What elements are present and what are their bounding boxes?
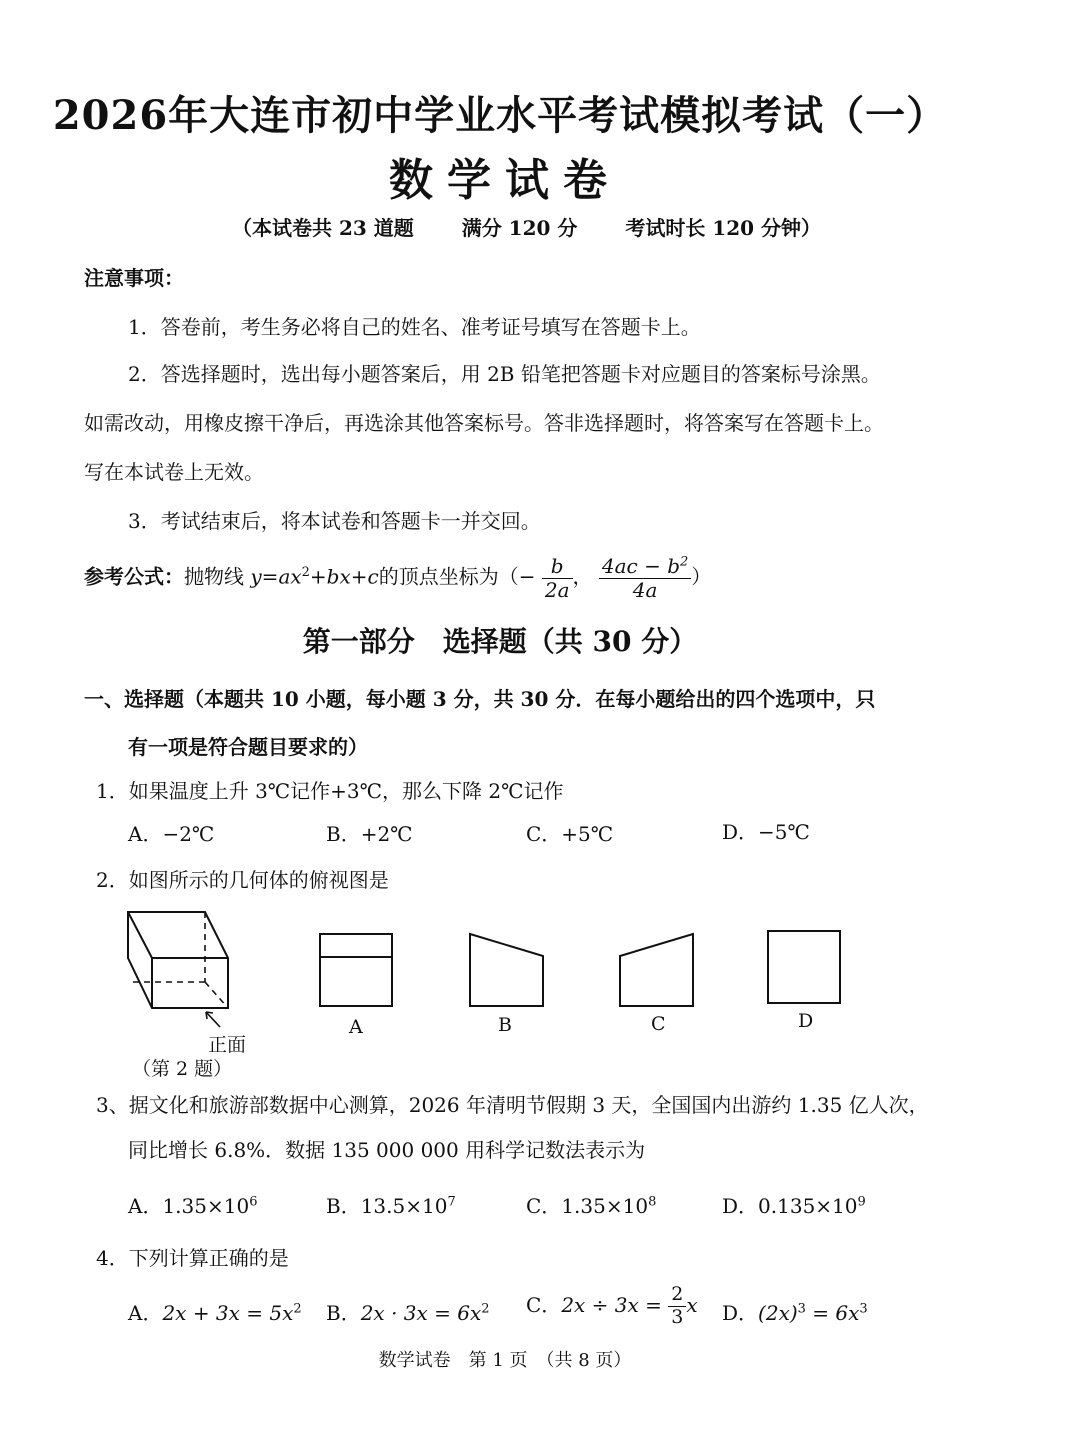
section1-instructions-cont: 有一项是符合题目要求的） [128, 735, 368, 759]
section1-instructions: 一、选择题（本题共 10 小题，每小题 3 分，共 30 分．在每小题给出的四个选项中，只 [84, 687, 876, 711]
front-arrow [206, 1012, 220, 1027]
option-label: B． [326, 1301, 361, 1325]
option-fraction [668, 1284, 686, 1329]
option-expression: (2x) [758, 1301, 798, 1325]
notice-item-2: 2．答选择题时，选出每小题答案后，用 2B 铅笔把答题卡对应题目的答案标号涂黑。 [128, 362, 881, 386]
q3-option-a [128, 1190, 257, 1219]
subject-title: 数学试卷 [389, 155, 621, 206]
notice-heading: 注意事项： [84, 266, 184, 290]
q4-option-c [526, 1284, 698, 1329]
option-exponent: 6 [249, 1194, 258, 1210]
q1-stem: 1．如果温度上升 3℃记作+3℃，那么下降 2℃记作 [96, 779, 564, 803]
q4-option-a [128, 1297, 302, 1326]
option-exponent: 7 [447, 1194, 456, 1210]
option-a-shape [320, 934, 392, 1006]
option-d-label: D [798, 1010, 814, 1032]
option-b-label: B [498, 1014, 512, 1036]
option-value: 13.5×10 [360, 1194, 448, 1218]
formula-vertex-text: 的顶点坐标为（− [378, 564, 536, 589]
option-c-shape [620, 934, 693, 1006]
duration: 考试时长 120 分钟） [625, 216, 822, 240]
q1-option-d: D．−5℃ [722, 820, 810, 844]
exam-title: 2026年大连市初中学业水平考试模拟考试（一） [52, 92, 948, 139]
full-score: 满分 120 分 [461, 216, 578, 240]
option-d-shape [768, 931, 840, 1003]
q1-option-c: C．+5℃ [526, 822, 614, 846]
formula-y: y [250, 564, 262, 589]
option-label: D． [722, 1301, 759, 1325]
q4-stem: 4．下列计算正确的是 [96, 1246, 289, 1270]
option-value: 0.135×10 [758, 1194, 858, 1218]
q2-caption: （第 2 题） [132, 1058, 233, 1080]
formula-label: 参考公式： [84, 564, 184, 589]
option-expression: 2x · 3x = 6x [360, 1301, 482, 1325]
notice-item-2-cont: 如需改动，用橡皮擦干净后，再选涂其他答案标号。答非选择题时，将答案写在答题卡上。 [84, 411, 884, 435]
q3-stem-cont: 同比增长 6.8%．数据 135 000 000 用科学记数法表示为 [128, 1138, 646, 1162]
page-footer: 数学试卷 第 1 页 （共 8 页） [378, 1350, 632, 1371]
option-a-label: A [349, 1016, 363, 1038]
option-b-shape [470, 934, 543, 1006]
fraction-numerator: 2 [668, 1284, 686, 1307]
option-exponent-rhs: 3 [859, 1301, 868, 1317]
option-exponent: 2 [293, 1301, 302, 1317]
formula-eq: = [261, 564, 279, 589]
front-face-label: 正面 [208, 1034, 247, 1056]
notice-item-1: 1．答卷前，考生务必将自己的姓名、准考证号填写在答题卡上。 [128, 315, 701, 339]
q3-stem: 3、据文化和旅游部数据中心测算，2026 年清明节假期 3 天，全国国内出游约 1.35 亿人次， [96, 1093, 929, 1117]
option-variable: x [686, 1292, 698, 1317]
option-label: B． [326, 1194, 361, 1218]
fraction-denominator: 4a [632, 577, 658, 602]
q2-stem: 2．如图所示的几何体的俯视图是 [96, 868, 389, 892]
option-exponent: 9 [857, 1194, 866, 1210]
fraction-numerator: b [542, 555, 573, 579]
option-exponent: 8 [648, 1194, 657, 1210]
option-exponent: 3 [797, 1301, 806, 1317]
notice-item-2-end: 写在本试卷上无效。 [84, 460, 264, 484]
fraction-numerator-exp: 2 [680, 554, 689, 569]
q1-option-b: B．+2℃ [326, 822, 413, 846]
fraction-denominator: 2a [544, 577, 570, 602]
formula-square: 2 [301, 565, 310, 580]
option-label: A． [128, 1301, 163, 1325]
formula-rest: +bx+c [309, 564, 379, 589]
formula-close: ） [691, 564, 712, 589]
fraction-numerator-text: 4ac − b [601, 553, 680, 578]
option-label: A． [128, 1194, 163, 1218]
fraction-denominator: 3 [671, 1305, 684, 1328]
formula-comma: ， [572, 564, 593, 589]
q3-option-d [722, 1190, 866, 1219]
formula-ax: ax [278, 564, 302, 589]
option-expression: 2x ÷ 3x = [561, 1292, 662, 1317]
q1-option-a: A．−2℃ [128, 822, 215, 846]
option-value: 1.35×10 [561, 1194, 649, 1218]
q4-option-b [326, 1297, 490, 1326]
option-exponent: 2 [481, 1301, 490, 1317]
option-label: C． [526, 1194, 562, 1218]
option-expression-rhs: = 6x [805, 1301, 860, 1325]
option-label: C． [526, 1292, 562, 1317]
q4-option-d [722, 1297, 868, 1326]
part1-title: 第一部分 选择题（共 30 分） [302, 625, 698, 658]
option-expression: 2x + 3x = 5x [162, 1301, 294, 1325]
question-count: （本试卷共 23 道题 [232, 216, 414, 240]
option-label: D． [722, 1194, 759, 1218]
formula-text: 抛物线 [184, 564, 244, 589]
option-value: 1.35×10 [162, 1194, 250, 1218]
q3-option-c [526, 1190, 656, 1219]
option-c-label: C [651, 1013, 666, 1035]
q3-option-b [326, 1190, 456, 1219]
solid-figure [128, 912, 228, 1008]
notice-item-3: 3．考试结束后，将本试卷和答题卡一并交回。 [128, 509, 541, 533]
